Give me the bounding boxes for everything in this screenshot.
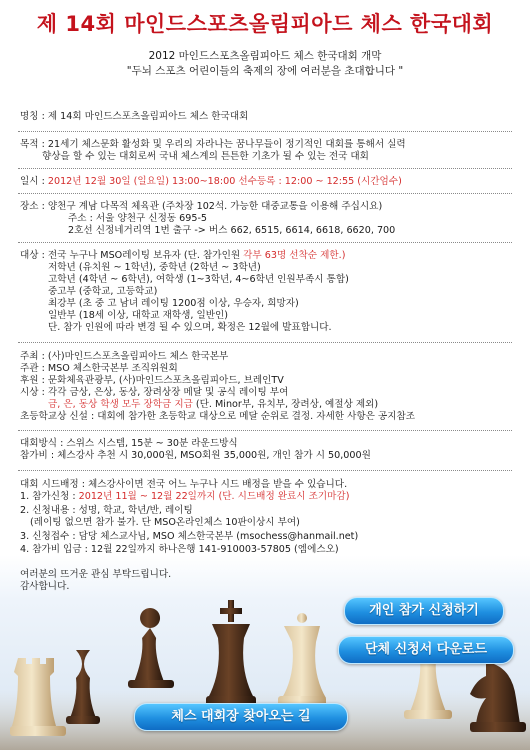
divider xyxy=(18,470,512,471)
purpose-line-2: 향상을 할 수 있는 대회로써 국내 체스계의 튼튼한 기초가 될 수 있는 전국 대회 xyxy=(42,151,369,162)
target-line-1 xyxy=(20,250,345,262)
target-limit: 각부 63명 선착순 제한.) xyxy=(243,250,346,261)
subtitle-invitation: "두뇌 스포츠 어린이들의 축제의 장에 여러분을 초대합니다 " xyxy=(126,65,404,77)
awards-line-1: 시상 : 각각 금상, 은상, 동상, 장려상장 메달 및 공식 레이팅 부여 xyxy=(20,387,289,398)
dark-pawn-icon xyxy=(128,608,174,688)
individual-signup-button[interactable]: 개인 참가 신청하기 xyxy=(344,597,504,625)
target-division-high: 고학년 (4학년 ~ 6학년), 여학생 (1~3학년, 4~6학년 인원부족시 통합) xyxy=(48,274,349,285)
divider xyxy=(18,242,512,243)
date-label: 일시 : xyxy=(20,176,48,187)
step-3: 3. 신청접수 : 담당 체스교사님, MSO 체스한국본부 (msochess@hanmail.net) xyxy=(20,531,359,542)
step-4: 4. 참가비 입금 : 12월 22일까지 하나은행 141-910003-57805 (엠에스오) xyxy=(20,544,339,555)
date-value: 2012년 12월 30일 (일요일) 13:00~18:00 선수등록 : 12:00 ~ 12:55 (시간엄수) xyxy=(47,176,402,187)
organizer: 주관 : MSO 체스한국본부 조직위원회 xyxy=(20,363,178,374)
divider xyxy=(18,342,512,343)
host: 주최 : (사)마인드스포츠올림피아드 체스 한국본부 xyxy=(20,351,229,362)
divider xyxy=(18,430,512,431)
target-note: 단. 참가 인원에 따라 변경 될 수 있으며, 확정은 12월에 발표합니다. xyxy=(48,322,332,333)
step-1-label: 1. 참가신청 : xyxy=(20,491,79,502)
closing-line-1: 여러분의 뜨거운 관심 부탁드립니다. xyxy=(20,569,172,580)
dark-king-icon xyxy=(206,600,256,706)
divider xyxy=(18,193,512,194)
event-name: 명칭 : 제 14회 마인드스포츠올림피아드 체스 한국대회 xyxy=(20,111,249,122)
step-2: 2. 신청내용 : 성명, 학교, 학년/반, 레이팅 xyxy=(20,505,193,516)
target-division-low: 저학년 (유치원 ~ 1학년), 중학년 (2학년 ~ 3학년) xyxy=(48,262,261,273)
entry-fee: 참가비 : 체스강사 추천 시 30,000원, MSO회원 35,000원, 개인 참가 시 50,000원 xyxy=(20,450,371,461)
venue-address: 주소 : 서울 양천구 신정동 695-5 xyxy=(68,213,208,224)
venue-transport: 2호선 신정네거리역 1번 출구 -> 버스 662, 6515, 6614, 6618, 6620, 700 xyxy=(68,225,396,236)
purpose-line-1: 목적 : 21세기 체스문화 활성화 및 우리의 자라나는 꿈나무들이 정기적인 대회를 통해서 실력 xyxy=(20,139,406,150)
scholarship-note: 금, 은, 동상 학생 모두 장학금 지급 xyxy=(48,399,193,410)
target-division-general: 일반부 (18세 이상, 대학교 재학생, 일반인) xyxy=(48,310,229,321)
subtitle-opening: 2012 마인드스포츠올림피아드 체스 한국대회 개막 xyxy=(148,50,382,62)
divider xyxy=(18,168,512,169)
awards-line-2 xyxy=(48,399,378,411)
tournament-method: 대회방식 : 스위스 시스템, 15분 ~ 30분 라운드방식 xyxy=(20,438,238,449)
target-division-middle-high: 중고부 (중학교, 고등학교) xyxy=(48,286,158,297)
directions-button[interactable]: 체스 대회장 찾아오는 길 xyxy=(134,703,348,731)
seed-info: 대회 시드배정 : 체스강사이면 전국 어느 누구나 시드 배정을 받을 수 있습니다. xyxy=(20,479,348,490)
group-form-download-button[interactable]: 단체 신청서 다운로드 xyxy=(338,636,514,664)
target-text: 대상 : 전국 누구나 MSO레이팅 보유자 (단. 참가인원 xyxy=(20,250,244,261)
closing-line-2: 감사합니다. xyxy=(20,581,70,592)
school-award: 초등학교상 신설 : 대회에 참가한 초등학교 대상으로 메달 순위로 결정. 자세한 사항은 공지참조 xyxy=(20,411,416,422)
divider xyxy=(18,131,512,132)
page-title: 제 14회 마인드스포츠올림피아드 체스 한국대회 xyxy=(36,12,494,36)
light-queen-icon xyxy=(278,613,326,706)
sponsor: 후원 : 문화체육관광부, (사)마인드스포츠올림피아드, 브레인TV xyxy=(20,375,284,386)
venue-line-1: 장소 : 양천구 계남 다목적 체육관 (주차장 102석. 가능한 대중교통을 이용해 주십시요) xyxy=(20,201,383,212)
event-date xyxy=(20,176,402,188)
target-division-top: 최강부 (초 중 고 남녀 레이팅 1200점 이상, 우승자, 희망자) xyxy=(48,298,299,309)
step-1-period: 2012년 11월 ~ 12월 22일까지 (단. 시드배정 완료시 조기마감) xyxy=(78,491,350,502)
scholarship-exception: (단. Minor부, 유치부, 장려상, 예절상 제외) xyxy=(192,399,379,410)
step-2-note: (레이팅 없으면 참가 불가. 단 MSO온라인체스 10판이상시 부여) xyxy=(30,517,300,528)
step-1 xyxy=(20,491,349,503)
